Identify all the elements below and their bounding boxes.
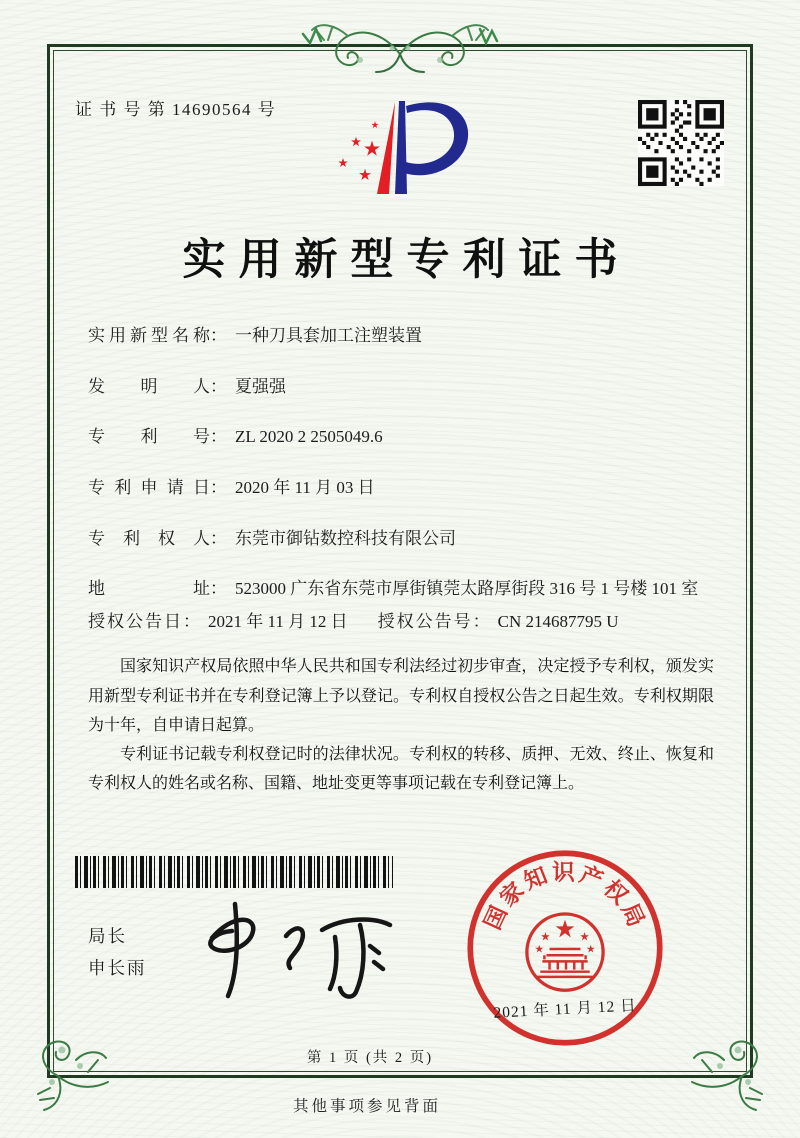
field-label: 专利号 <box>88 427 210 447</box>
grant-number-label: 授权公告号 <box>377 611 473 631</box>
field-label: 实用新型名称 <box>88 326 210 345</box>
field-row-patent-number: 专利号 ： ZL 2020 2 2505049.6 <box>88 425 714 450</box>
field-value: 东莞市御钻数控科技有限公司 <box>235 528 456 548</box>
grant-date-label: 授权公告日 <box>88 611 183 631</box>
field-row-patentee: 专利权人 ： 东莞市御钻数控科技有限公司 <box>88 527 714 552</box>
legal-paragraph-2: 专利证书记载专利权登记时的法律状况。专利权的转移、质押、无效、终止、恢复和专利权人的姓名或名称、国籍、地址变更等事项记载在专利登记簿上。 <box>88 745 714 792</box>
legal-paragraph-1: 国家知识产权局依照中华人民共和国专利法经过初步审查，决定授予专利权，颁发实用新型专利证书并在专利登记簿上予以登记。专利权自授权公告之日起生效。专利权期限为十年，自申请日起算。 <box>88 658 714 734</box>
field-label: 专利权人 <box>88 528 210 548</box>
page-title: 实用新型专利证书 <box>182 237 631 284</box>
field-row-inventor: 发明人 ： 夏强强 <box>88 375 714 400</box>
field-value: 一种刀具套加工注塑装置 <box>235 326 422 345</box>
national-emblem-icon <box>527 914 603 990</box>
field-value: 夏强强 <box>235 376 286 396</box>
signatory-title: 局长 <box>88 926 127 946</box>
grant-row <box>88 610 714 635</box>
grant-date-value: 2021 年 11 月 12 日 <box>208 611 348 631</box>
back-note: 其他事项参见背面 <box>292 1098 441 1115</box>
barcode <box>75 856 393 888</box>
legal-text <box>88 652 714 798</box>
field-label: 地址 <box>88 579 210 599</box>
field-value: ZL 2020 2 2505049.6 <box>235 427 383 447</box>
seal-date: 2021 年 11 月 12 日 <box>493 997 638 1022</box>
director-signature <box>182 896 407 1004</box>
grant-date-group: 授权公告日 ： 2021 年 11 月 12 日 <box>88 610 348 635</box>
field-value: 523000 广东省东莞市厚街镇莞太路厚街段 316 号 1 号楼 101 室 <box>235 579 699 599</box>
signatory-block <box>88 920 147 985</box>
certificate-body <box>88 324 714 798</box>
field-row-patent-name: 实用新型名称 ： 一种刀具套加工注塑装置 <box>88 324 714 349</box>
grant-number-value: CN 214687795 U <box>497 611 619 631</box>
flourish-ornament-top-icon <box>272 14 528 78</box>
field-label: 专利申请日 <box>88 477 210 497</box>
field-label: 发明人 <box>88 376 210 396</box>
certificate-number: 证 书 号 第 14690564 号 <box>75 100 277 119</box>
cnipa-logo-icon <box>316 92 502 206</box>
signatory-name: 申长雨 <box>88 958 147 979</box>
field-row-address: 地址 ： 523000 广东省东莞市厚街镇莞太路厚街段 316 号 1 号楼 101 室 <box>88 577 714 602</box>
seal-ring-text: 国家知识产权局 <box>479 860 651 934</box>
official-seal <box>462 845 668 1051</box>
field-value: 2020 年 11 月 03 日 <box>235 477 375 497</box>
qr-code <box>638 100 724 186</box>
grant-number-group: 授权公告号 ： CN 214687795 U <box>378 610 619 635</box>
page-number: 第 1 页 (共 2 页) <box>306 1050 434 1066</box>
field-row-filing-date: 专利申请日 ： 2020 年 11 月 03 日 <box>88 476 714 501</box>
